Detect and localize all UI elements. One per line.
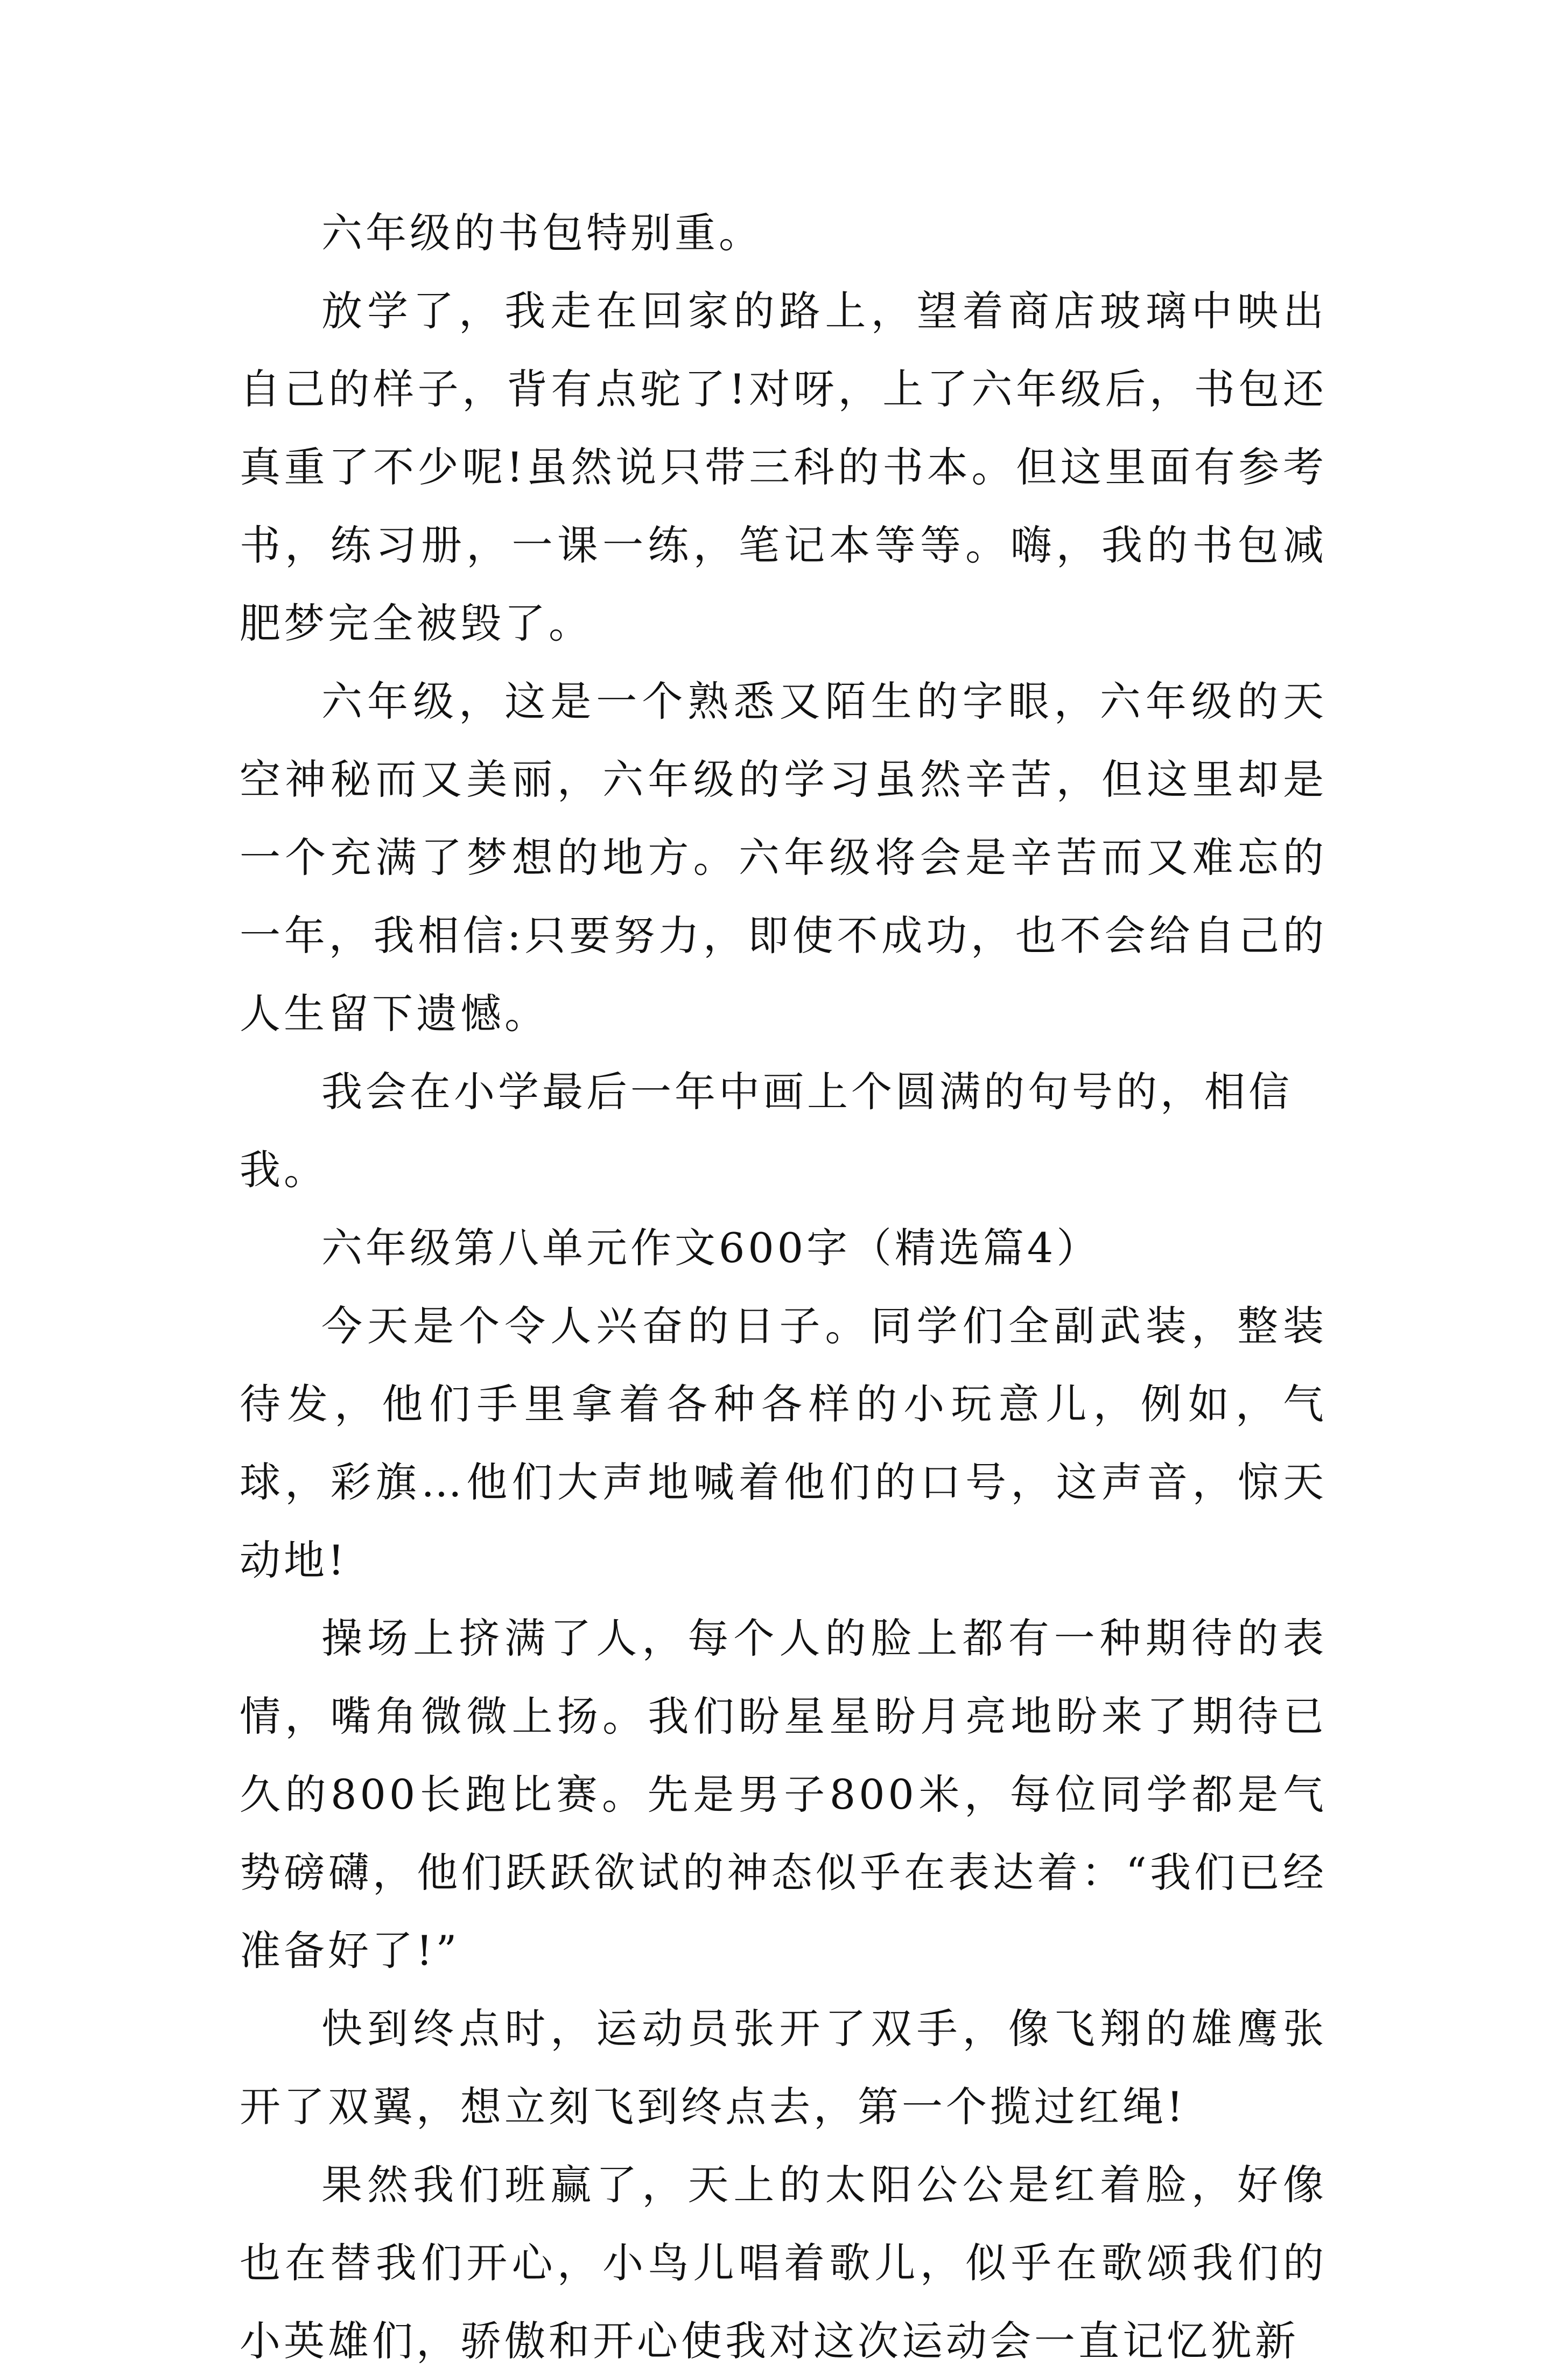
paragraph-7: 快到终点时，运动员张开了双手，像飞翔的雄鹰张开了双翼，想立刻飞到终点去，第一个揽过红绳! [240,2005,1327,2131]
paragraph-1: 六年级的书包特别重。 [321,209,763,257]
paragraph-8: 果然我们班赢了，天上的太阳公公是红着脸，好像也在替我们开心，小鸟儿唱着歌儿，似乎在歌颂我们的小英雄们，骄傲和开心使我对这次运动会一直记忆犹新 [240,2161,1327,2365]
paragraph-4: 我会在小学最后一年中画上个圆满的句号的，相信我。 [240,1068,1293,1194]
paragraph-5: 今天是个令人兴奋的日子。同学们全副武装，整装待发，他们手里拿着各种各样的小玩意儿，例如，气球，彩旗…他们大声地喊着他们的口号，这声音，惊天动地! [240,1302,1327,1584]
section-heading: 六年级第八单元作文600字（精选篇4） [321,1224,1101,1272]
paragraph-3: 六年级，这是一个熟悉又陌生的字眼，六年级的天空神秘而又美丽，六年级的学习虽然辛苦，但这里却是一个充满了梦想的地方。六年级将会是辛苦而又难忘的一年，我相信:只要努力，即使不成功，也不会给自己的人生留下遗憾。 [240,677,1327,1038]
paragraph-2: 放学了，我走在回家的路上，望着商店玻璃中映出自己的样子，背有点驼了!对呀，上了六年级后，书包还真重了不少呢!虽然说只带三科的书本。但这里面有参考书，练习册，一课一练，笔记本等等。嗨，我的书包减肥梦完全被毁了。 [240,287,1327,647]
paragraph-6: 操场上挤满了人，每个人的脸上都有一种期待的表情，嘴角微微上扬。我们盼星星盼月亮地盼来了期待已久的800长跑比赛。先是男子800米，每位同学都是气势磅礴，他们跃跃欲试的神态似乎在表达着：“我们已经准备好了!” [240,1614,1327,1975]
document-body [240,194,1327,2380]
